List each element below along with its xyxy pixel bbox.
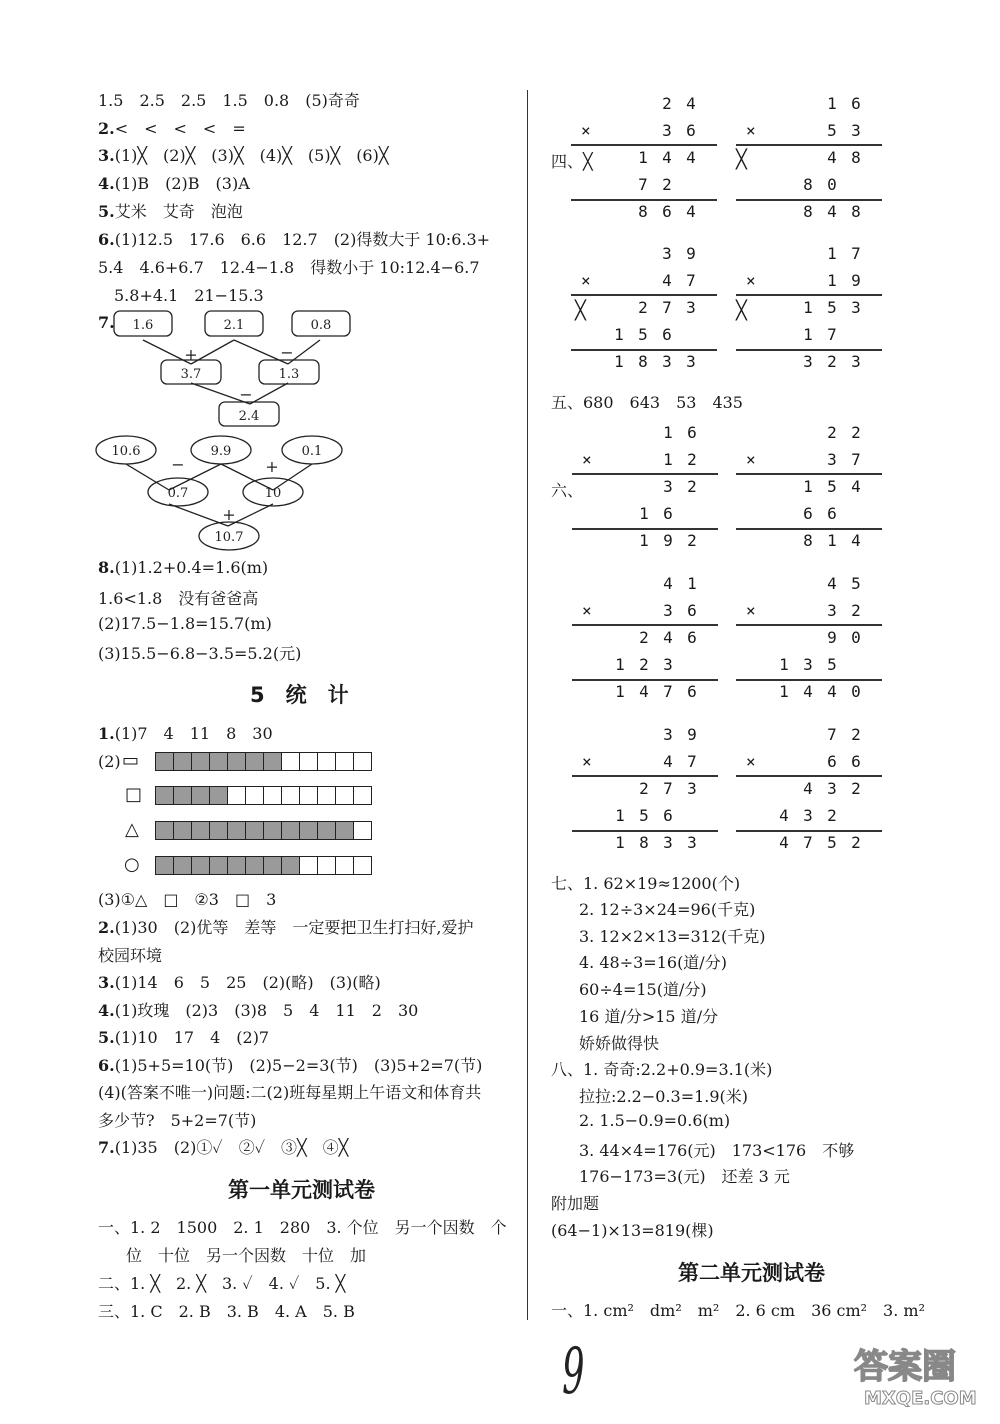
times-sign: × [746,752,756,771]
digit: 2 [827,352,837,371]
digit: 7 [851,244,861,263]
answer-line: 3.(1)╳ (2)╳ (3)╳ (4)╳ (5)╳ (6)╳ [98,146,389,165]
digit: 5 [638,325,648,344]
digit: 1 [663,450,673,469]
answer-line: 拉拉:2.2−0.3=1.9(米) [579,1087,749,1106]
digit: 1 [687,574,697,593]
digit: 1 [803,298,813,317]
answer-line: 2.(1)30 (2)优等 差等 一定要把卫生打扫好,爱护 [98,918,474,937]
digit: 6 [663,806,673,825]
answer-line: 1.6<1.8 没有爸爸高 [98,589,259,608]
digit: 8 [851,202,861,221]
answer-line: 16 道/分>15 道/分 [579,1007,719,1026]
tree-node: 3.7 [180,367,202,382]
digit: 6 [851,752,861,771]
answer-line: 五、680 643 53 435 [551,393,743,412]
digit: 7 [827,325,837,344]
digit: 2 [851,833,861,852]
digit: 4 [639,682,649,701]
empty-cell [353,786,372,805]
digit: 4 [663,574,673,593]
filled-cell [191,786,210,805]
digit: 6 [663,504,673,523]
digit: 9 [827,628,837,647]
section-title: 第一单元测试卷 [228,1178,375,1202]
digit: 2 [851,725,861,744]
digit: 7 [686,271,696,290]
digit: 4 [827,682,837,701]
digit: 0 [851,682,861,701]
x-mark: ╳ [575,300,586,321]
answer-line: 校园环境 [98,946,163,965]
answer-line: (64−1)×13=819(棵) [551,1221,714,1240]
digit: 4 [827,202,837,221]
digit: 3 [827,601,837,620]
filled-cell [317,821,336,840]
answer-line: 一、1. cm² dm² m² 2. 6 cm 36 cm² 3. m² [551,1301,925,1320]
svg-text:答案圈: 答案圈 [854,1347,956,1387]
filled-cell [227,856,246,875]
times-sign: × [582,752,592,771]
digit: 6 [827,504,837,523]
filled-cell [299,821,318,840]
filled-cell [155,821,174,840]
digit: 6 [662,325,672,344]
answer-line: 2. 1.5−0.9=0.6(m) [579,1111,731,1130]
digit: 5 [639,806,649,825]
watermark-icon [824,1330,994,1410]
empty-cell [299,786,318,805]
filled-cell [245,821,264,840]
digit: 9 [663,531,673,550]
digit: 1 [614,352,624,371]
digit: 6 [687,628,697,647]
digit: 2 [827,423,837,442]
digit: 4 [686,148,696,167]
digit: 5 [827,833,837,852]
tree-operator: + [184,345,198,364]
digit: 3 [687,833,697,852]
answer-line: 3. 12×2×13=312(千克) [579,927,766,946]
digit: 1 [803,477,813,496]
digit: 3 [663,725,673,744]
empty-cell [245,786,264,805]
empty-cell [317,752,336,771]
empty-cell [317,856,336,875]
filled-cell [209,752,228,771]
digit: 3 [827,779,837,798]
answer-line: 一、1. 2 1500 2. 1 280 3. 个位 另一个因数 个 [98,1218,507,1237]
answer-line: 3.(1)14 6 5 25 (2)(略) (3)(略) [98,973,381,992]
filled-cell [263,752,282,771]
filled-cell [263,821,282,840]
answer-line: 5.8+4.1 21−15.3 [114,286,264,305]
digit: 1 [615,833,625,852]
digit: 1 [827,531,837,550]
tree-node: 2.4 [238,409,260,424]
digit: 3 [663,601,673,620]
digit: 7 [638,175,648,194]
digit: 6 [687,423,697,442]
filled-cell [173,752,192,771]
filled-cell [281,821,300,840]
filled-cell [245,752,264,771]
empty-cell [281,752,300,771]
digit: 2 [638,298,648,317]
digit: 3 [803,806,813,825]
answer-line: 娇娇做得快 [579,1034,660,1053]
x-mark: ╳ [736,149,747,170]
digit: 3 [851,298,861,317]
digit: 4 [686,94,696,113]
answer-line: (2)17.5−1.8=15.7(m) [98,614,272,633]
digit: 4 [803,682,813,701]
tree-node: 0.1 [301,444,323,459]
digit: 3 [663,655,673,674]
digit: 6 [687,601,697,620]
digit: 3 [687,779,697,798]
answer-line: 二、1. ╳ 2. ╳ 3. ✓ 4. ✓ 5. ╳ [98,1274,346,1293]
digit: 0 [827,175,837,194]
digit: 6 [686,121,696,140]
answer-line: 5.(1)10 17 4 (2)7 [98,1028,270,1047]
answer-line: 七、1. 62×19≈1200(个) [551,874,741,893]
answer-line: (2) [98,752,121,771]
digit: 9 [687,725,697,744]
answer-line: 5.4 4.6+6.7 12.4−1.8 得数小于 10:12.4−6.7 [98,258,480,277]
answer-line: 60÷4=15(道/分) [579,980,707,999]
tree-operator: − [239,385,253,404]
digit: 4 [827,148,837,167]
times-sign: × [746,271,756,290]
digit: 1 [638,148,648,167]
digit: 1 [615,806,625,825]
filled-cell [209,786,228,805]
tree-node: 10 [264,486,282,501]
digit: 7 [687,752,697,771]
answer-line: 1.5 2.5 2.5 1.5 0.8 (5)奇奇 [98,91,360,110]
digit: 9 [686,244,696,263]
digit: 2 [851,779,861,798]
section-title: 第二单元测试卷 [678,1261,825,1285]
filled-cell [155,752,174,771]
tree-node: 0.8 [310,318,332,333]
digit: 1 [663,423,673,442]
digit: 4 [779,806,789,825]
filled-cell [191,821,210,840]
digit: 6 [803,504,813,523]
digit: 3 [663,833,673,852]
tree-node: 9.9 [210,444,232,459]
answer-line: 3. 44×4=176(元) 173<176 不够 [579,1141,855,1160]
digit: 2 [827,806,837,825]
digit: 8 [639,833,649,852]
answer-line: (3)①△ □ ②3 □ 3 [98,890,277,909]
answer-line: 4. 48÷3=16(道/分) [579,953,727,972]
filled-cell [155,786,174,805]
digit: 9 [851,271,861,290]
digit: 7 [663,779,673,798]
statistics-bar [156,752,372,771]
digit: 2 [851,601,861,620]
digit: 6 [662,202,672,221]
bar-shape-icon: ▭ [122,750,140,771]
digit: 4 [851,477,861,496]
digit: 1 [615,655,625,674]
answer-line: 1.(1)7 4 11 8 30 [98,724,273,743]
filled-cell [227,821,246,840]
filled-cell [173,786,192,805]
question-label: 四、╳ [551,152,593,171]
times-sign: × [746,450,756,469]
digit: 1 [614,325,624,344]
tree-operator: + [222,505,236,524]
digit: 3 [686,298,696,317]
filled-cell [173,821,192,840]
tree-node: 10.6 [111,444,141,459]
digit: 5 [827,655,837,674]
digit: 5 [827,121,837,140]
filled-cell [209,821,228,840]
digit: 3 [803,352,813,371]
statistics-bar [156,821,372,840]
digit: 4 [662,148,672,167]
digit: 1 [779,682,789,701]
empty-cell [263,786,282,805]
answer-line: (3)15.5−6.8−3.5=5.2(元) [98,644,302,663]
digit: 8 [638,352,648,371]
digit: 3 [662,352,672,371]
times-sign: × [581,121,591,140]
digit: 8 [638,202,648,221]
digit: 2 [662,94,672,113]
digit: 2 [851,423,861,442]
answer-line: (4)(答案不唯一)问题:二(2)班每星期上午语文和体育共 [98,1083,482,1102]
statistics-bar [156,786,372,805]
digit: 8 [803,175,813,194]
tree-node: 0.7 [167,486,189,501]
digit: 4 [662,271,672,290]
tree-node: 2.1 [223,318,245,333]
answer-line: 6.(1)5+5=10(节) (2)5−2=3(节) (3)5+2=7(节) [98,1056,483,1075]
digit: 7 [803,833,813,852]
digit: 4 [686,202,696,221]
filled-cell [191,752,210,771]
digit: 4 [851,531,861,550]
digit: 2 [687,450,697,469]
empty-cell [353,752,372,771]
filled-cell [245,856,264,875]
digit: 1 [827,244,837,263]
filled-cell [263,856,282,875]
tree-node: 1.3 [278,367,300,382]
answer-line: 附加题 [551,1194,600,1213]
answer-line: 位 十位 另一个因数 十位 加 [126,1246,367,1265]
filled-cell [191,856,210,875]
digit: 1 [615,682,625,701]
svg-text:MXQE.COM: MXQE.COM [864,1388,977,1409]
answer-line: 4.(1)玫瑰 (2)3 (3)8 5 4 11 2 30 [98,1001,419,1020]
digit: 7 [663,682,673,701]
times-sign: × [581,271,591,290]
answer-line: 176−173=3(元) 还差 3 元 [579,1167,790,1186]
digit: 4 [779,833,789,852]
digit: 1 [639,531,649,550]
digit: 1 [803,325,813,344]
section-title: 5 统 计 [250,683,349,707]
filled-cell [335,821,354,840]
times-sign: × [582,450,592,469]
column-divider [527,90,528,1320]
digit: 4 [827,574,837,593]
tree-node: 10.7 [214,530,244,545]
empty-cell [335,856,354,875]
page-number: 9 [562,1335,585,1409]
digit: 1 [827,271,837,290]
tree-node: 1.6 [132,318,154,333]
digit: 1 [827,94,837,113]
digit: 3 [851,121,861,140]
statistics-bar [156,856,372,875]
empty-cell [281,786,300,805]
filled-cell [227,752,246,771]
tree-operator: − [171,455,185,474]
answer-line: 6.(1)12.5 17.6 6.6 12.7 (2)得数大于 10:6.3+ [98,230,491,249]
digit: 5 [851,574,861,593]
question-number: 7. [98,313,115,332]
digit: 3 [663,477,673,496]
answer-line: 2.< < < < = [98,119,246,138]
digit: 6 [851,94,861,113]
digit: 8 [851,148,861,167]
bar-shape-icon: ○ [124,854,140,875]
digit: 5 [827,477,837,496]
calc-tree-boxes [108,308,358,428]
answer-line: 八、1. 奇奇:2.2+0.9=3.1(米) [551,1060,773,1079]
empty-cell [299,856,318,875]
x-mark: ╳ [736,300,747,321]
digit: 2 [639,779,649,798]
digit: 7 [662,298,672,317]
empty-cell [335,786,354,805]
bar-shape-icon: □ [125,784,143,805]
digit: 2 [639,628,649,647]
digit: 3 [827,450,837,469]
tree-operator: + [265,457,279,476]
answer-line: 三、1. C 2. B 3. B 4. A 5. B [98,1302,355,1321]
digit: 2 [687,531,697,550]
filled-cell [155,856,174,875]
empty-cell [353,821,372,840]
empty-cell [335,752,354,771]
times-sign: × [746,121,756,140]
answer-line: 多少节? 5+2=7(节) [98,1111,257,1130]
empty-cell [299,752,318,771]
empty-cell [353,856,372,875]
empty-cell [227,786,246,805]
watermark-logo [824,1330,994,1414]
calc-tree-ellipses [94,434,364,554]
bar-shape-icon: △ [125,819,139,840]
digit: 5 [827,298,837,317]
tree-operator: − [280,343,294,362]
digit: 3 [686,352,696,371]
digit: 6 [687,682,697,701]
filled-cell [281,856,300,875]
answer-line: 2. 12÷3×24=96(千克) [579,900,756,919]
digit: 7 [827,725,837,744]
answer-line: 5.艾米 艾奇 泡泡 [98,202,243,221]
digit: 4 [663,628,673,647]
times-sign: × [746,601,756,620]
digit: 2 [639,655,649,674]
digit: 7 [851,450,861,469]
digit: 3 [803,655,813,674]
question-label: 六、 [551,481,584,500]
digit: 8 [803,202,813,221]
digit: 0 [851,628,861,647]
digit: 1 [779,655,789,674]
filled-cell [173,856,192,875]
digit: 2 [687,477,697,496]
digit: 8 [803,531,813,550]
digit: 4 [803,779,813,798]
answer-line: 8.(1)1.2+0.4=1.6(m) [98,558,269,577]
digit: 3 [662,244,672,263]
digit: 3 [851,352,861,371]
empty-cell [317,786,336,805]
digit: 6 [827,752,837,771]
answer-line: 7.(1)35 (2)①✓ ②✓ ③╳ ④╳ [98,1138,349,1157]
digit: 4 [663,752,673,771]
filled-cell [209,856,228,875]
digit: 2 [662,175,672,194]
answer-line: 4.(1)B (2)B (3)A [98,174,250,193]
digit: 1 [639,504,649,523]
times-sign: × [582,601,592,620]
digit: 3 [662,121,672,140]
